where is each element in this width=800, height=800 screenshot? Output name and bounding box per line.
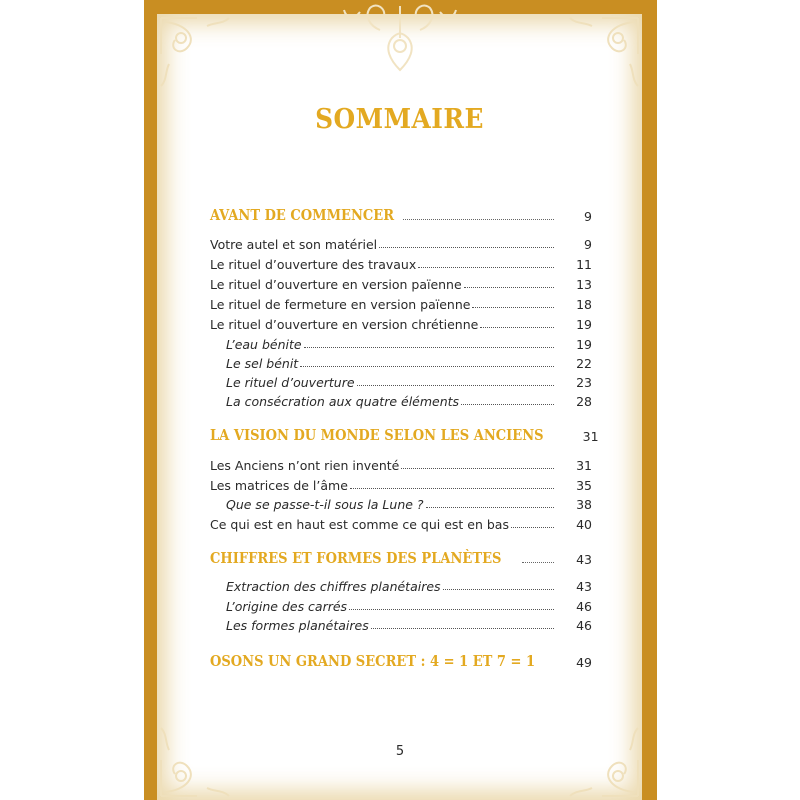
toc-entry[interactable]: Votre autel et son matériel 9 — [210, 237, 592, 252]
toc-heading[interactable]: CHIFFRES ET FORMES DES PLANÈTES 43 — [210, 550, 592, 567]
toc-entry[interactable]: Ce qui est en haut est comme ce qui est en bas 40 — [210, 517, 592, 532]
toc-subentry[interactable]: Extraction des chiffres planétaires 43 — [226, 579, 592, 594]
toc-entry[interactable]: Les Anciens n’ont rien inventé 31 — [210, 458, 592, 473]
page-title: SOMMAIRE — [315, 104, 484, 135]
toc-subentry[interactable]: Le sel bénit 22 — [226, 356, 592, 371]
toc-heading[interactable]: LA VISION DU MONDE SELON LES ANCIENS 31 — [210, 427, 599, 444]
toc-entry[interactable]: Le rituel de fermeture en version païenne 18 — [210, 297, 592, 312]
toc-entry[interactable]: Les matrices de l’âme 35 — [210, 478, 592, 493]
toc-subentry[interactable]: Les formes planétaires 46 — [226, 618, 592, 633]
toc-subentry[interactable]: Le rituel d’ouverture 23 — [226, 375, 592, 390]
toc-subentry[interactable]: L’eau bénite 19 — [226, 337, 592, 352]
toc-subentry[interactable]: La consécration aux quatre éléments 28 — [226, 394, 592, 409]
toc-entry[interactable]: Le rituel d’ouverture des travaux 11 — [210, 257, 592, 272]
toc-entry[interactable]: Le rituel d’ouverture en version païenne 13 — [210, 277, 592, 292]
toc-entry[interactable]: Le rituel d’ouverture en version chrétienne 19 — [210, 317, 592, 332]
toc-heading[interactable]: OSONS UN GRAND SECRET : 4 = 1 ET 7 = 1 49 — [210, 653, 592, 670]
toc-subentry[interactable]: Que se passe-t-il sous la Lune ? 38 — [226, 497, 592, 512]
page-number: 5 — [395, 744, 405, 759]
toc-subentry[interactable]: L’origine des carrés 46 — [226, 599, 592, 614]
toc-heading[interactable]: AVANT DE COMMENCER 9 — [210, 207, 592, 224]
